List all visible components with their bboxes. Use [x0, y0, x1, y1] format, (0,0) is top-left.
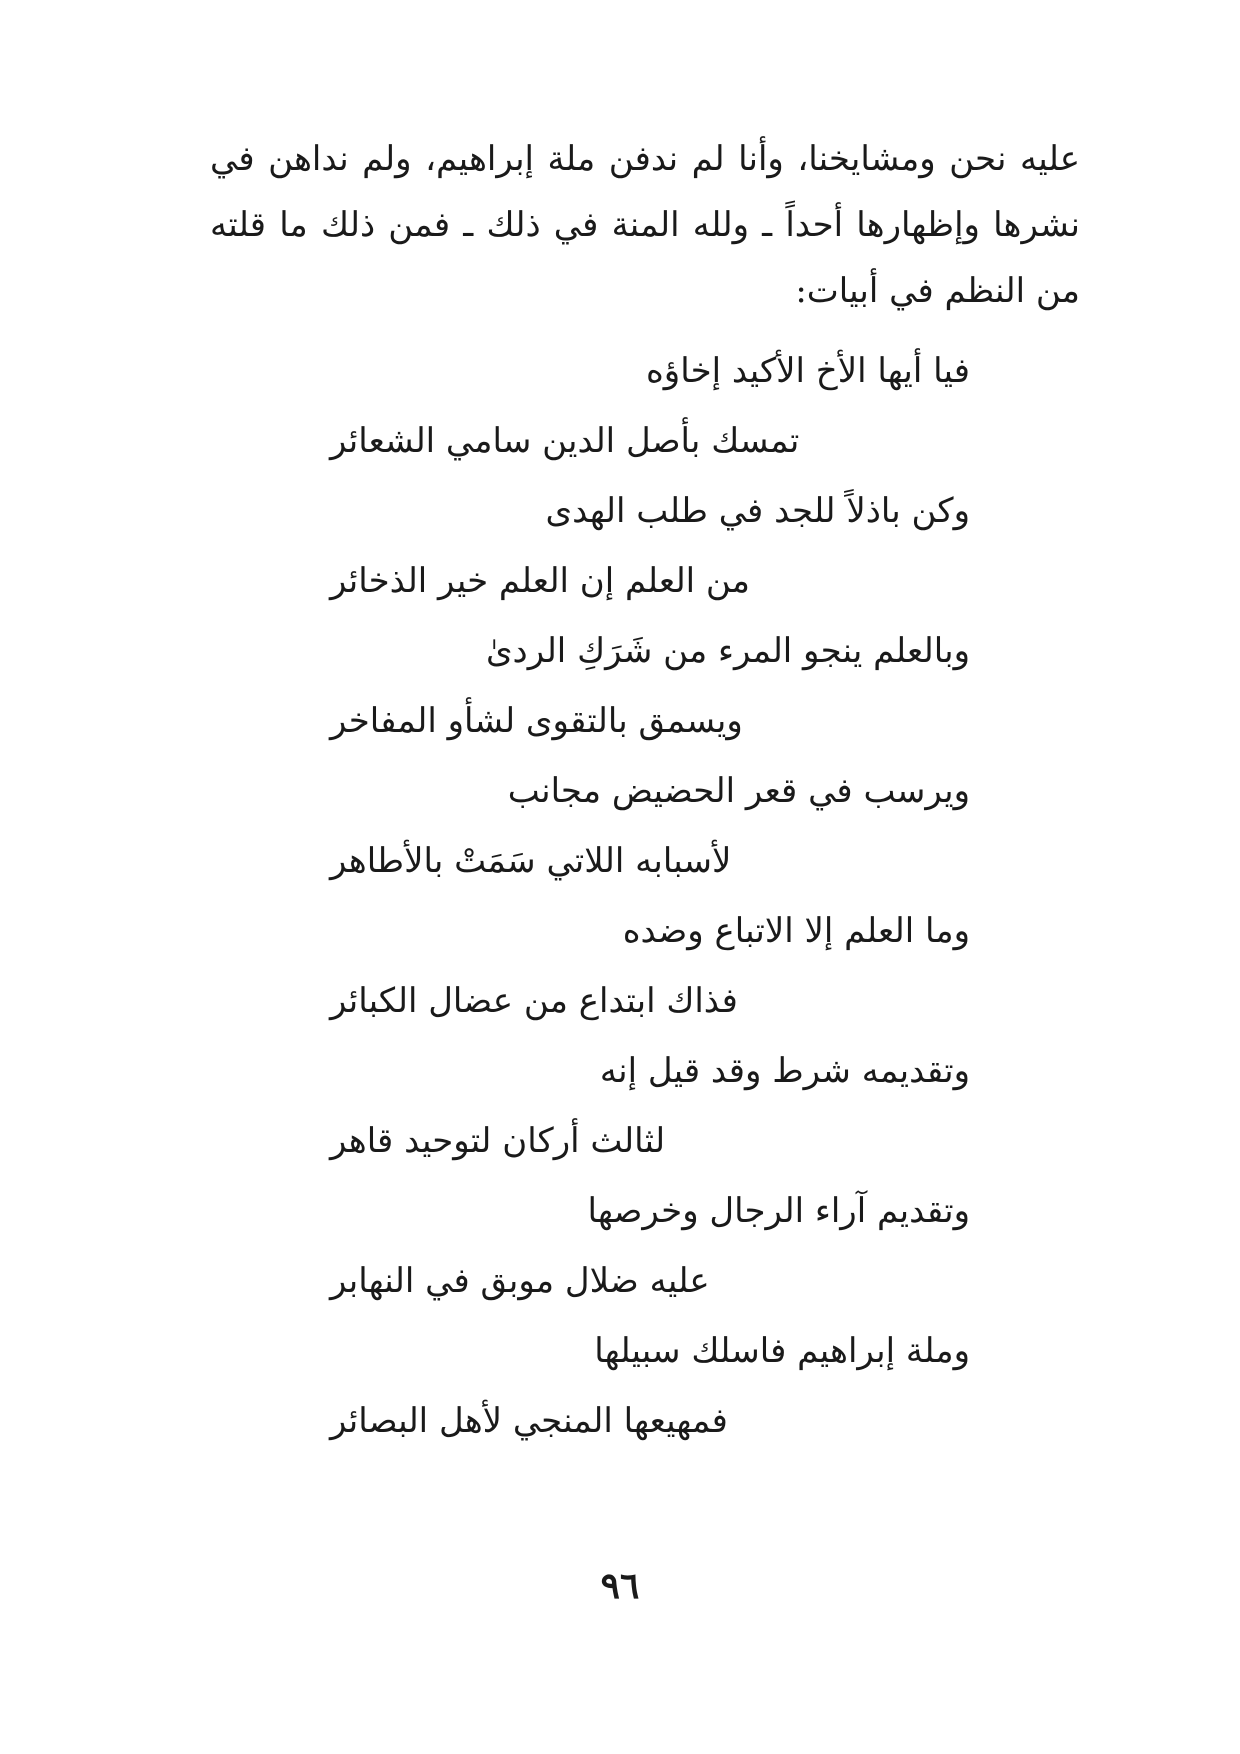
poem-verses: [330, 336, 970, 1456]
verse-7-first-hemistich: وتقديم آراء الرجال وخرصها: [587, 1191, 970, 1231]
verse-1-second-hemistich: تمسك بأصل الدين سامي الشعائر: [330, 421, 800, 461]
verse-6-first-hemistich: وتقديمه شرط وقد قيل إنه: [599, 1051, 970, 1091]
verse-5-first-hemistich: وما العلم إلا الاتباع وضده: [622, 911, 970, 951]
page-number: ٩٦: [600, 1565, 640, 1607]
verse-8-second-hemistich: فمهيعها المنجي لأهل البصائر: [330, 1401, 728, 1441]
verse-3-second-hemistich: ويسمق بالتقوى لشأو المفاخر: [330, 701, 743, 741]
verse-3-first-hemistich: وبالعلم ينجو المرء من شَرَكِ الردىٰ: [485, 631, 970, 671]
prose-paragraph-block: [210, 126, 1080, 324]
verse-4-first-hemistich: ويرسب في قعر الحضيض مجانب: [507, 771, 970, 811]
verse-6-second-hemistich: لثالث أركان لتوحيد قاهر: [330, 1121, 666, 1161]
verse-1-first-hemistich: فيا أيها الأخ الأكيد إخاؤه: [645, 351, 970, 391]
verse-2-first-hemistich: وكن باذلاً للجد في طلب الهدى: [545, 491, 970, 531]
verse-8-first-hemistich: وملة إبراهيم فاسلك سبيلها: [594, 1331, 970, 1371]
verse-5-second-hemistich: فذاك ابتداع من عضال الكبائر: [330, 981, 738, 1021]
verse-2-second-hemistich: من العلم إن العلم خير الذخائر: [330, 561, 751, 601]
verse-4-second-hemistich: لأسبابه اللاتي سَمَتْ بالأطاهر: [330, 841, 732, 881]
prose-paragraph: عليه نحن ومشايخنا، وأنا لم ندفن ملة إبراهيم، ولم نداهن في نشرها وإظهارها أحداً ـ ولله المنة في ذلك ـ فمن ذلك ما قلته من النظم في أبيات:: [210, 139, 1080, 311]
verse-7-second-hemistich: عليه ضلال موبق في النهابر: [330, 1261, 710, 1301]
